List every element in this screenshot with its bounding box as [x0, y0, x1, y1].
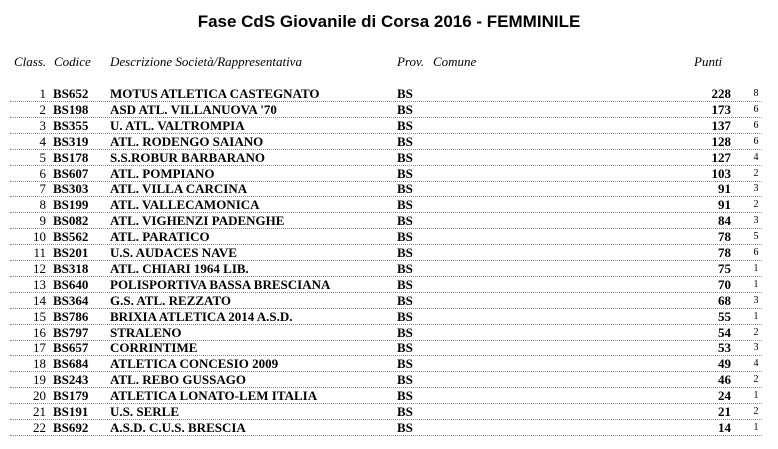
count-cell: 4	[753, 151, 759, 163]
header-class: Class.	[14, 54, 47, 69]
table-row	[0, 420, 778, 436]
points-cell: 21	[718, 404, 731, 419]
code-cell: BS652	[53, 86, 89, 101]
header-comune: Comune	[433, 54, 477, 69]
count-cell: 1	[753, 421, 759, 433]
table-row	[0, 325, 778, 341]
code-cell: BS178	[53, 149, 89, 165]
code-cell: BS355	[53, 117, 89, 133]
points-cell: 137	[711, 117, 731, 133]
table-row	[0, 150, 778, 166]
table-row	[0, 372, 778, 388]
rank-cell: 13	[33, 276, 46, 292]
team-name-cell: A.S.D. C.U.S. BRESCIA	[110, 419, 246, 435]
count-cell: 1	[753, 310, 759, 322]
code-cell: BS797	[53, 324, 89, 340]
team-name-cell: POLISPORTIVA BASSA BRESCIANA	[110, 276, 331, 292]
province-cell: BS	[397, 372, 413, 388]
province-cell: BS	[397, 356, 413, 372]
team-name-cell: ASD ATL. VILLANUOVA '70	[110, 101, 277, 117]
points-cell: 55	[718, 308, 731, 324]
province-cell: BS	[397, 133, 413, 149]
table-row	[0, 277, 778, 293]
rank-cell: 20	[33, 388, 46, 404]
team-name-cell: ATLETICA CONCESIO 2009	[110, 356, 279, 372]
count-cell: 3	[753, 215, 759, 227]
table-row	[0, 309, 778, 325]
code-cell: BS640	[53, 276, 89, 292]
rank-cell: 10	[33, 229, 46, 245]
rank-cell: 16	[33, 324, 46, 340]
rank-cell: 6	[39, 165, 46, 181]
points-cell: 78	[718, 229, 731, 245]
team-name-cell: ATL. POMPIANO	[110, 165, 215, 181]
team-name-cell: ATL. CHIARI 1964 LIB.	[110, 260, 249, 276]
province-cell: BS	[397, 197, 413, 213]
count-cell: 2	[753, 199, 759, 211]
header-codice: Codice	[54, 54, 91, 69]
count-cell: 1	[753, 262, 759, 274]
table-row	[0, 166, 778, 182]
team-name-cell: ATL. VALLECAMONICA	[110, 197, 260, 213]
table-row	[0, 388, 778, 404]
points-cell: 84	[718, 213, 731, 229]
count-cell: 2	[753, 167, 759, 179]
points-cell: 91	[718, 197, 731, 213]
rank-cell: 12	[33, 260, 46, 276]
team-name-cell: S.S.ROBUR BARBARANO	[110, 149, 265, 165]
rank-cell: 21	[33, 404, 46, 419]
code-cell: BS201	[53, 245, 89, 260]
rank-cell: 19	[33, 372, 46, 388]
points-cell: 14	[718, 419, 731, 435]
table-row	[0, 293, 778, 309]
province-cell: BS	[397, 324, 413, 340]
rank-cell: 8	[39, 197, 46, 213]
table-row	[0, 118, 778, 134]
province-cell: BS	[397, 165, 413, 181]
table-row	[0, 181, 778, 197]
header-punti: Punti	[694, 54, 723, 69]
rank-cell: 1	[39, 86, 46, 101]
count-cell: 3	[753, 342, 759, 354]
table-row	[0, 261, 778, 277]
province-cell: BS	[397, 181, 413, 197]
points-cell: 53	[718, 340, 731, 356]
province-cell: BS	[397, 245, 413, 260]
team-name-cell: ATL. VILLA CARCINA	[110, 181, 248, 197]
points-cell: 68	[718, 292, 731, 308]
team-name-cell: U.S. SERLE	[110, 404, 179, 419]
points-cell: 49	[718, 356, 731, 372]
province-cell: BS	[397, 404, 413, 419]
team-name-cell: G.S. ATL. REZZATO	[110, 292, 232, 308]
code-cell: BS303	[53, 181, 89, 197]
header-prov: Prov.	[397, 54, 425, 69]
rank-cell: 7	[39, 181, 46, 197]
code-cell: BS318	[53, 260, 89, 276]
province-cell: BS	[397, 340, 413, 356]
table-row	[0, 102, 778, 118]
province-cell: BS	[397, 292, 413, 308]
count-cell: 6	[753, 135, 759, 147]
province-cell: BS	[397, 260, 413, 276]
code-cell: BS364	[53, 292, 89, 308]
team-name-cell: ATLETICA LONATO-LEM ITALIA	[110, 388, 318, 404]
team-name-cell: BRIXIA ATLETICA 2014 A.S.D.	[110, 308, 293, 324]
rank-cell: 14	[33, 292, 46, 308]
rank-cell: 5	[39, 149, 46, 165]
table-row	[0, 356, 778, 372]
count-cell: 4	[753, 358, 759, 370]
code-cell: BS692	[53, 419, 89, 435]
code-cell: BS198	[53, 101, 89, 117]
province-cell: BS	[397, 101, 413, 117]
province-cell: BS	[397, 388, 413, 404]
code-cell: BS562	[53, 229, 89, 245]
team-name-cell: U. ATL. VALTROMPIA	[110, 117, 245, 133]
table-row	[0, 229, 778, 245]
points-cell: 228	[711, 86, 731, 101]
count-cell: 6	[753, 119, 759, 131]
count-cell: 8	[753, 88, 759, 99]
count-cell: 2	[753, 326, 759, 338]
code-cell: BS082	[53, 213, 89, 229]
province-cell: BS	[397, 86, 413, 101]
code-cell: BS243	[53, 372, 89, 388]
rank-cell: 22	[33, 419, 46, 435]
points-cell: 54	[718, 324, 731, 340]
team-name-cell: ATL. RODENGO SAIANO	[110, 133, 264, 149]
table-row	[0, 213, 778, 229]
row-divider	[10, 435, 762, 436]
rank-cell: 18	[33, 356, 46, 372]
code-cell: BS684	[53, 356, 89, 372]
rank-cell: 2	[39, 101, 46, 117]
table-row	[0, 86, 778, 102]
team-name-cell: ATL. REBO GUSSAGO	[110, 372, 246, 388]
rank-cell: 17	[33, 340, 46, 356]
rank-cell: 11	[33, 245, 46, 260]
points-cell: 103	[711, 165, 731, 181]
count-cell: 3	[753, 183, 759, 195]
code-cell: BS199	[53, 197, 89, 213]
rank-cell: 3	[39, 117, 46, 133]
table-row	[0, 197, 778, 213]
team-name-cell: STRALENO	[110, 324, 182, 340]
count-cell: 5	[753, 231, 759, 243]
team-name-cell: MOTUS ATLETICA CASTEGNATO	[110, 86, 320, 101]
count-cell: 2	[753, 374, 759, 386]
code-cell: BS191	[53, 404, 89, 419]
points-cell: 75	[718, 260, 731, 276]
province-cell: BS	[397, 229, 413, 245]
points-cell: 173	[711, 101, 731, 117]
points-cell: 128	[711, 133, 731, 149]
province-cell: BS	[397, 276, 413, 292]
code-cell: BS786	[53, 308, 89, 324]
province-cell: BS	[397, 213, 413, 229]
province-cell: BS	[397, 419, 413, 435]
team-name-cell: ATL. PARATICO	[110, 229, 210, 245]
province-cell: BS	[397, 149, 413, 165]
points-cell: 91	[718, 181, 731, 197]
count-cell: 6	[753, 247, 759, 258]
table-row	[0, 245, 778, 261]
points-cell: 70	[718, 276, 731, 292]
rank-cell: 4	[39, 133, 46, 149]
count-cell: 6	[753, 103, 759, 115]
page-title: Fase CdS Giovanile di Corsa 2016 - FEMMINILE	[197, 12, 581, 31]
team-name-cell: ATL. VIGHENZI PADENGHE	[110, 213, 285, 229]
count-cell: 3	[753, 294, 759, 306]
province-cell: BS	[397, 308, 413, 324]
points-cell: 127	[711, 149, 731, 165]
code-cell: BS657	[53, 340, 89, 356]
points-cell: 24	[718, 388, 731, 404]
points-cell: 46	[718, 372, 731, 388]
code-cell: BS607	[53, 165, 89, 181]
table-row	[0, 404, 778, 420]
count-cell: 1	[753, 278, 759, 290]
header-descrizione: Descrizione Società/Rappresentativa	[110, 54, 302, 69]
province-cell: BS	[397, 117, 413, 133]
table-row	[0, 340, 778, 356]
rank-cell: 9	[39, 213, 46, 229]
team-name-cell: CORRINTIME	[110, 340, 198, 356]
team-name-cell: U.S. AUDACES NAVE	[110, 245, 237, 260]
code-cell: BS319	[53, 133, 89, 149]
table-row	[0, 134, 778, 150]
count-cell: 1	[753, 390, 759, 402]
count-cell: 2	[753, 406, 759, 417]
rank-cell: 15	[33, 308, 46, 324]
code-cell: BS179	[53, 388, 89, 404]
points-cell: 78	[718, 245, 731, 260]
